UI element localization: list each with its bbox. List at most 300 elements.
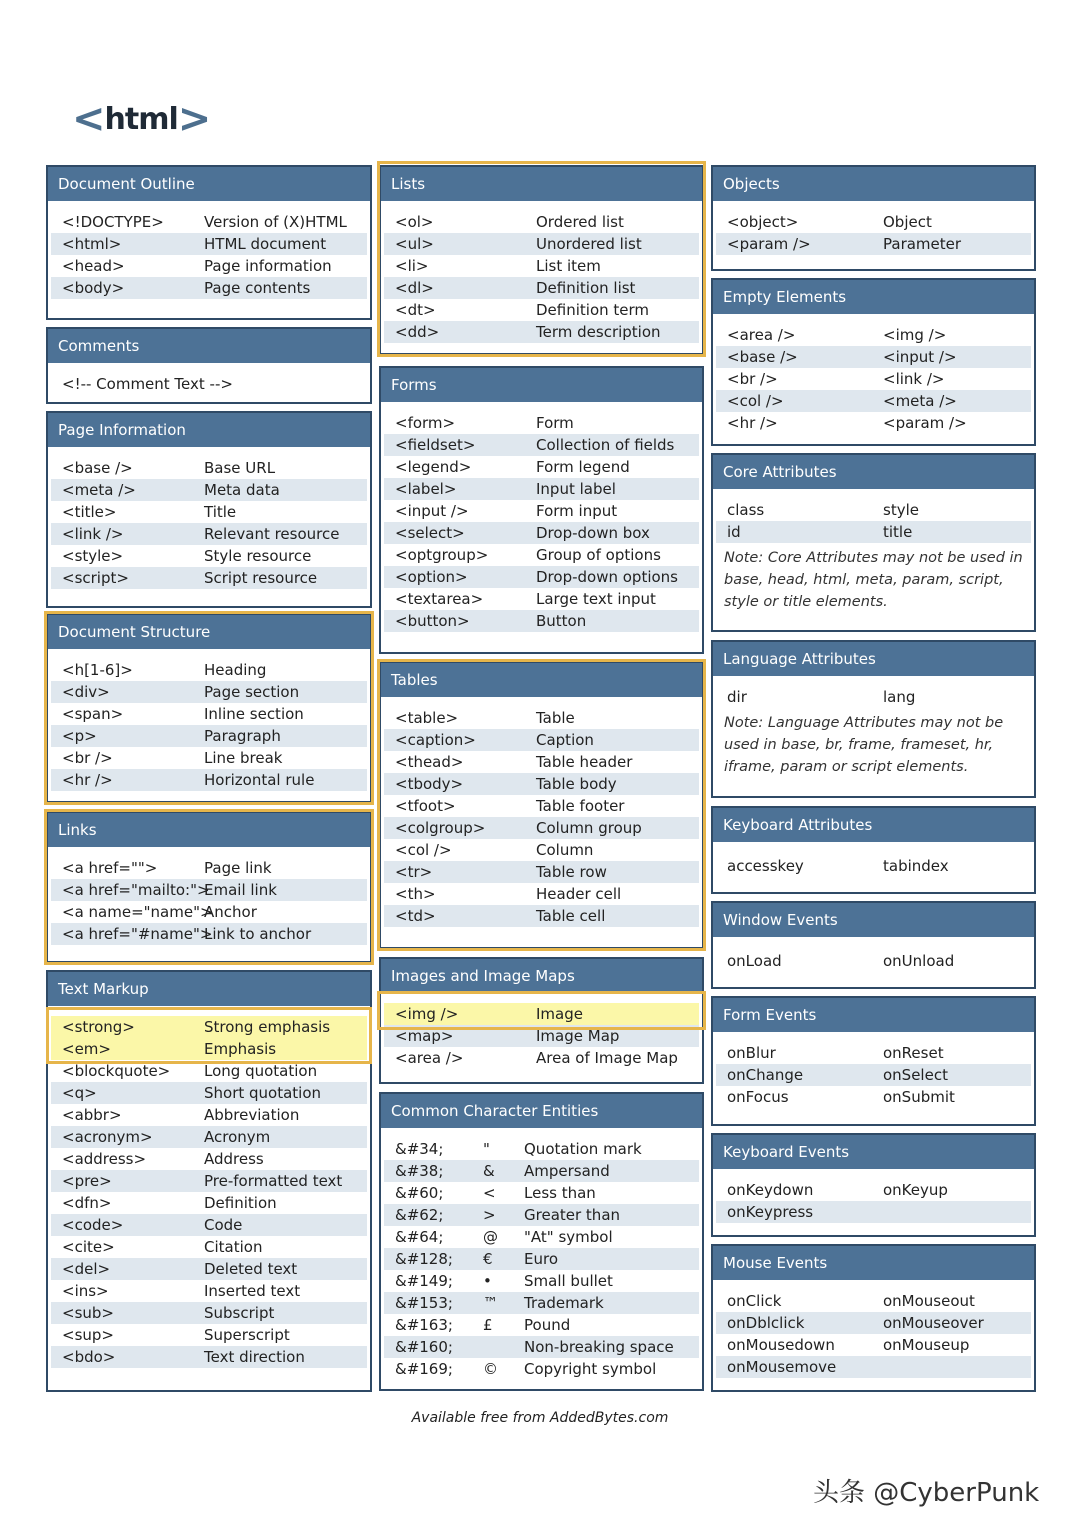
- row-description: Definition list: [536, 279, 636, 297]
- row-term: <body>: [62, 279, 125, 297]
- row-term: <img />: [395, 1005, 459, 1023]
- panel-rows: [48, 201, 370, 299]
- panel-rows: [713, 1169, 1034, 1223]
- table-row: [716, 1179, 1031, 1201]
- table-row: [384, 1160, 699, 1182]
- row-description: Drop-down options: [536, 568, 678, 586]
- table-row: [384, 233, 699, 255]
- table-row: [384, 817, 699, 839]
- entity-code: &#60;: [395, 1184, 444, 1202]
- table-row: [51, 681, 367, 703]
- entity-glyph: ©: [483, 1360, 498, 1378]
- panel-images: [379, 957, 704, 1084]
- table-row: [51, 1302, 367, 1324]
- table-row: [51, 659, 367, 681]
- panel-title: Links: [48, 813, 370, 847]
- footer-credit: Available free from AddedBytes.com: [411, 1410, 669, 1426]
- row-description: Column: [536, 841, 594, 859]
- panel-core-attributes: [711, 453, 1036, 632]
- panel-title: Page Information: [48, 413, 370, 447]
- row-description: List item: [536, 257, 601, 275]
- panel-title: Lists: [381, 167, 702, 201]
- row-term: <meta />: [62, 481, 136, 499]
- row-description: Page information: [204, 257, 332, 275]
- table-row: [716, 412, 1031, 434]
- table-row: [51, 703, 367, 725]
- row-term: <br />: [727, 370, 778, 388]
- table-row: [716, 855, 1031, 877]
- panel-title: Document Outline: [48, 167, 370, 201]
- table-row: [384, 861, 699, 883]
- row-term: onChange: [727, 1066, 804, 1084]
- panel-keyboard-attributes: [711, 806, 1036, 894]
- row-term: <!-- Comment Text -->: [62, 375, 233, 393]
- table-row: [51, 1214, 367, 1236]
- row-term: <bdo>: [62, 1348, 116, 1366]
- row-term: <a name="name">: [62, 903, 213, 921]
- row-description: onReset: [883, 1044, 944, 1062]
- panel-rows: [381, 1128, 702, 1380]
- row-term: <area />: [395, 1049, 464, 1067]
- table-row: [384, 544, 699, 566]
- row-description: onSelect: [883, 1066, 948, 1084]
- entity-glyph: @: [483, 1228, 498, 1246]
- table-row: [384, 299, 699, 321]
- row-term: <style>: [62, 547, 124, 565]
- row-description: Drop-down box: [536, 524, 650, 542]
- panel-tables: [379, 661, 704, 949]
- entity-code: &#64;: [395, 1228, 444, 1246]
- row-description: Line break: [204, 749, 283, 767]
- panel-rows: [713, 489, 1034, 543]
- table-row: [51, 523, 367, 545]
- row-term: <ol>: [395, 213, 434, 231]
- panel-rows: [381, 993, 702, 1069]
- row-description: Collection of fields: [536, 436, 675, 454]
- row-description: Term description: [536, 323, 661, 341]
- panel-title: Core Attributes: [713, 455, 1034, 489]
- entity-glyph: >: [483, 1206, 496, 1224]
- row-description: Caption: [536, 731, 594, 749]
- row-term: <em>: [62, 1040, 111, 1058]
- entity-code: &#128;: [395, 1250, 453, 1268]
- row-description: Subscript: [204, 1304, 275, 1322]
- row-term: <del>: [62, 1260, 111, 1278]
- row-term: <fieldset>: [395, 436, 476, 454]
- row-term: accesskey: [727, 857, 804, 875]
- row-description: onSubmit: [883, 1088, 955, 1106]
- row-term: <param />: [727, 235, 811, 253]
- table-row: [51, 1148, 367, 1170]
- row-term: <col />: [727, 392, 784, 410]
- entity-code: &#163;: [395, 1316, 453, 1334]
- table-row: [384, 707, 699, 729]
- row-term: <link />: [62, 525, 124, 543]
- table-row: [384, 434, 699, 456]
- panel-keyboard-events: [711, 1133, 1036, 1237]
- table-row: [51, 501, 367, 523]
- table-row: [384, 905, 699, 927]
- panel-rows: [713, 201, 1034, 255]
- panel-title: Mouse Events: [713, 1246, 1034, 1280]
- entity-description: Small bullet: [524, 1272, 613, 1290]
- row-term: <ul>: [395, 235, 434, 253]
- table-row: [384, 795, 699, 817]
- row-term: dir: [727, 688, 747, 706]
- panel-rows: [713, 1280, 1034, 1378]
- table-row: [384, 1047, 699, 1069]
- row-description: Inserted text: [204, 1282, 301, 1300]
- entity-glyph: &: [483, 1162, 495, 1180]
- row-term: <dt>: [395, 301, 436, 319]
- row-term: <blockquote>: [62, 1062, 171, 1080]
- table-row: [51, 545, 367, 567]
- row-description: Page contents: [204, 279, 311, 297]
- row-term: <hr />: [727, 414, 778, 432]
- panel-rows: [713, 842, 1034, 877]
- table-row: [384, 610, 699, 632]
- row-term: class: [727, 501, 765, 519]
- row-description: Form legend: [536, 458, 630, 476]
- row-term: <!DOCTYPE>: [62, 213, 164, 231]
- row-term: <legend>: [395, 458, 472, 476]
- row-description: Deleted text: [204, 1260, 298, 1278]
- table-row: [51, 769, 367, 791]
- table-row: [716, 521, 1031, 543]
- row-description: Page link: [204, 859, 272, 877]
- row-description: Table header: [536, 753, 633, 771]
- table-row: [716, 1334, 1031, 1356]
- panel-title: Forms: [381, 368, 702, 402]
- row-term: onKeydown: [727, 1181, 814, 1199]
- row-term: <div>: [62, 683, 110, 701]
- row-term: <sub>: [62, 1304, 114, 1322]
- row-description: Horizontal rule: [204, 771, 315, 789]
- row-term: <ins>: [62, 1282, 109, 1300]
- row-description: Base URL: [204, 459, 276, 477]
- row-description: lang: [883, 688, 916, 706]
- table-row: [51, 901, 367, 923]
- table-row: [384, 1003, 699, 1025]
- row-description: Unordered list: [536, 235, 642, 253]
- row-term: <base />: [727, 348, 798, 366]
- table-row: [716, 1042, 1031, 1064]
- panel-rows: [713, 1032, 1034, 1108]
- row-term: <sup>: [62, 1326, 114, 1344]
- table-row: [384, 773, 699, 795]
- entity-description: Trademark: [524, 1294, 604, 1312]
- table-row: [51, 1346, 367, 1368]
- row-description: Form: [536, 414, 574, 432]
- row-term: <option>: [395, 568, 468, 586]
- row-description: Link to anchor: [204, 925, 312, 943]
- row-term: <td>: [395, 907, 436, 925]
- row-description: Meta data: [204, 481, 280, 499]
- row-term: <a href="#name">: [62, 925, 213, 943]
- row-term: <table>: [395, 709, 459, 727]
- row-term: <textarea>: [395, 590, 484, 608]
- row-term: onFocus: [727, 1088, 789, 1106]
- table-row: [716, 1201, 1031, 1223]
- entity-code: &#153;: [395, 1294, 453, 1312]
- panel-document-outline: [46, 165, 372, 320]
- row-description: Area of Image Map: [536, 1049, 678, 1067]
- table-row: [51, 857, 367, 879]
- row-term: onLoad: [727, 952, 782, 970]
- table-row: [384, 1336, 699, 1358]
- row-term: <address>: [62, 1150, 147, 1168]
- row-term: <dd>: [395, 323, 440, 341]
- row-description: Header cell: [536, 885, 622, 903]
- panel-rows: [48, 447, 370, 589]
- entity-code: &#34;: [395, 1140, 444, 1158]
- panel-language-attributes: [711, 640, 1036, 798]
- panel-character-entities: [379, 1092, 704, 1391]
- table-row: [51, 1258, 367, 1280]
- table-row: [716, 211, 1031, 233]
- panel-rows: [713, 314, 1034, 434]
- entity-glyph: ™: [483, 1294, 498, 1312]
- row-description: Table: [536, 709, 575, 727]
- panel-text-markup: [46, 970, 372, 1392]
- row-description: Email link: [204, 881, 277, 899]
- row-description: Form input: [536, 502, 618, 520]
- row-term: <caption>: [395, 731, 476, 749]
- row-description: Table body: [536, 775, 617, 793]
- table-row: [384, 1182, 699, 1204]
- row-term: <strong>: [62, 1018, 135, 1036]
- entity-description: Non-breaking space: [524, 1338, 674, 1356]
- entity-description: Copyright symbol: [524, 1360, 657, 1378]
- table-row: [51, 923, 367, 945]
- table-row: [51, 1126, 367, 1148]
- row-description: Table row: [536, 863, 607, 881]
- table-row: [51, 373, 367, 395]
- panel-title: Document Structure: [48, 615, 370, 649]
- table-row: [51, 1236, 367, 1258]
- row-term: <abbr>: [62, 1106, 122, 1124]
- table-row: [384, 883, 699, 905]
- row-description: Inline section: [204, 705, 304, 723]
- table-row: [384, 478, 699, 500]
- table-row: [716, 1086, 1031, 1108]
- table-row: [51, 211, 367, 233]
- panel-title: Common Character Entities: [381, 1094, 702, 1128]
- entity-code: &#149;: [395, 1272, 453, 1290]
- row-term: <area />: [727, 326, 796, 344]
- panel-comments: [46, 327, 372, 404]
- table-row: [716, 686, 1031, 708]
- row-description: onMouseover: [883, 1314, 984, 1332]
- entity-code: &#169;: [395, 1360, 453, 1378]
- panel-rows: [713, 937, 1034, 972]
- panel-rows: [713, 676, 1034, 708]
- table-row: [384, 1226, 699, 1248]
- panel-rows: [48, 1006, 370, 1368]
- table-row: [384, 1248, 699, 1270]
- row-term: <a href="mailto:">: [62, 881, 210, 899]
- entity-description: Less than: [524, 1184, 596, 1202]
- panel-title: Language Attributes: [713, 642, 1034, 676]
- table-row: [51, 747, 367, 769]
- table-row: [716, 390, 1031, 412]
- row-description: Long quotation: [204, 1062, 318, 1080]
- row-term: <colgroup>: [395, 819, 486, 837]
- row-description: Ordered list: [536, 213, 624, 231]
- row-description: Text direction: [204, 1348, 305, 1366]
- row-description: Image: [536, 1005, 583, 1023]
- language-attributes-note: Note: Language Attributes may not be used in base, br, frame, frameset, hr, iframe, param or script elements.: [724, 715, 1004, 775]
- row-description: <img />: [883, 326, 947, 344]
- table-row: [51, 1324, 367, 1346]
- row-description: Superscript: [204, 1326, 290, 1344]
- panel-form-events: [711, 996, 1036, 1126]
- table-row: [51, 567, 367, 589]
- row-term: <br />: [62, 749, 113, 767]
- table-row: [51, 1104, 367, 1126]
- table-row: [384, 566, 699, 588]
- row-term: <script>: [62, 569, 129, 587]
- row-term: <dl>: [395, 279, 434, 297]
- row-term: <span>: [62, 705, 124, 723]
- table-row: [51, 1060, 367, 1082]
- entity-glyph: <: [483, 1184, 496, 1202]
- table-row: [51, 277, 367, 299]
- row-description: tabindex: [883, 857, 949, 875]
- row-term: onMousedown: [727, 1336, 835, 1354]
- table-row: [716, 950, 1031, 972]
- entity-glyph: •: [483, 1272, 492, 1290]
- table-row: [51, 1082, 367, 1104]
- panel-objects: [711, 165, 1036, 271]
- panel-rows: [381, 697, 702, 927]
- panel-rows: [381, 201, 702, 343]
- table-row: [384, 1270, 699, 1292]
- table-row: [384, 456, 699, 478]
- panel-title: Text Markup: [48, 972, 370, 1006]
- entity-glyph: [483, 1336, 524, 1358]
- table-row: [384, 1292, 699, 1314]
- row-description: onKeyup: [883, 1181, 948, 1199]
- row-term: onClick: [727, 1292, 782, 1310]
- core-attributes-note: Note: Core Attributes may not be used in base, head, html, meta, param, script, style or title elements.: [724, 550, 1023, 610]
- panel-title: Window Events: [713, 903, 1034, 937]
- row-term: <tfoot>: [395, 797, 456, 815]
- row-description: Paragraph: [204, 727, 281, 745]
- row-description: onMouseup: [883, 1336, 970, 1354]
- panel-title: Comments: [48, 329, 370, 363]
- table-row: [716, 499, 1031, 521]
- panel-document-structure: [46, 613, 372, 803]
- row-description: onMouseout: [883, 1292, 975, 1310]
- table-row: [51, 1192, 367, 1214]
- panel-links: [46, 811, 372, 963]
- row-description: Image Map: [536, 1027, 620, 1045]
- row-description: Code: [204, 1216, 243, 1234]
- table-row: [384, 1025, 699, 1047]
- table-row: [51, 1170, 367, 1192]
- row-term: <tbody>: [395, 775, 464, 793]
- row-term: <li>: [395, 257, 429, 275]
- row-term: <optgroup>: [395, 546, 489, 564]
- table-row: [384, 522, 699, 544]
- table-row: [716, 1290, 1031, 1312]
- entity-description: "At" symbol: [524, 1228, 613, 1246]
- row-term: onMousemove: [727, 1358, 837, 1376]
- table-row: [716, 324, 1031, 346]
- row-term: onDblclick: [727, 1314, 805, 1332]
- row-term: <a href="">: [62, 859, 158, 877]
- row-description: Object: [883, 213, 932, 231]
- row-term: <form>: [395, 414, 456, 432]
- row-term: <title>: [62, 503, 117, 521]
- entity-code: &#160;: [395, 1338, 453, 1356]
- table-row: [51, 1016, 367, 1038]
- table-row: [384, 729, 699, 751]
- panel-rows: [48, 363, 370, 395]
- panel-lists: [379, 165, 704, 355]
- panel-empty-elements: [711, 278, 1036, 446]
- table-row: [384, 277, 699, 299]
- row-term: <th>: [395, 885, 436, 903]
- row-term: <hr />: [62, 771, 113, 789]
- table-row: [716, 368, 1031, 390]
- row-term: <pre>: [62, 1172, 112, 1190]
- entity-description: Pound: [524, 1316, 571, 1334]
- panel-title: Images and Image Maps: [381, 959, 702, 993]
- row-term: <h[1-6]>: [62, 661, 133, 679]
- panel-page-information: [46, 411, 372, 608]
- entity-description: Euro: [524, 1250, 558, 1268]
- table-row: [51, 479, 367, 501]
- row-term: <cite>: [62, 1238, 115, 1256]
- table-row: [716, 233, 1031, 255]
- row-term: <dfn>: [62, 1194, 112, 1212]
- row-description: onUnload: [883, 952, 955, 970]
- row-term: <base />: [62, 459, 133, 477]
- row-description: Abbreviation: [204, 1106, 300, 1124]
- row-term: <label>: [395, 480, 457, 498]
- panel-rows: [48, 847, 370, 945]
- table-row: [384, 412, 699, 434]
- panel-rows: [48, 649, 370, 791]
- row-term: onBlur: [727, 1044, 776, 1062]
- row-description: Anchor: [204, 903, 257, 921]
- row-description: Strong emphasis: [204, 1018, 331, 1036]
- entity-glyph: €: [483, 1250, 493, 1268]
- table-row: [51, 255, 367, 277]
- entity-description: Quotation mark: [524, 1140, 642, 1158]
- row-description: Input label: [536, 480, 616, 498]
- table-row: [384, 1314, 699, 1336]
- table-row: [384, 211, 699, 233]
- row-description: Acronym: [204, 1128, 271, 1146]
- row-description: Address: [204, 1150, 264, 1168]
- table-row: [384, 255, 699, 277]
- table-row: [51, 457, 367, 479]
- table-row: [384, 321, 699, 343]
- table-row: [384, 839, 699, 861]
- row-description: style: [883, 501, 919, 519]
- row-description: title: [883, 523, 913, 541]
- row-description: Column group: [536, 819, 642, 837]
- row-description: Title: [204, 503, 237, 521]
- row-term: <select>: [395, 524, 465, 542]
- row-term: <thead>: [395, 753, 464, 771]
- row-description: Script resource: [204, 569, 318, 587]
- table-row: [384, 1204, 699, 1226]
- row-description: Group of options: [536, 546, 661, 564]
